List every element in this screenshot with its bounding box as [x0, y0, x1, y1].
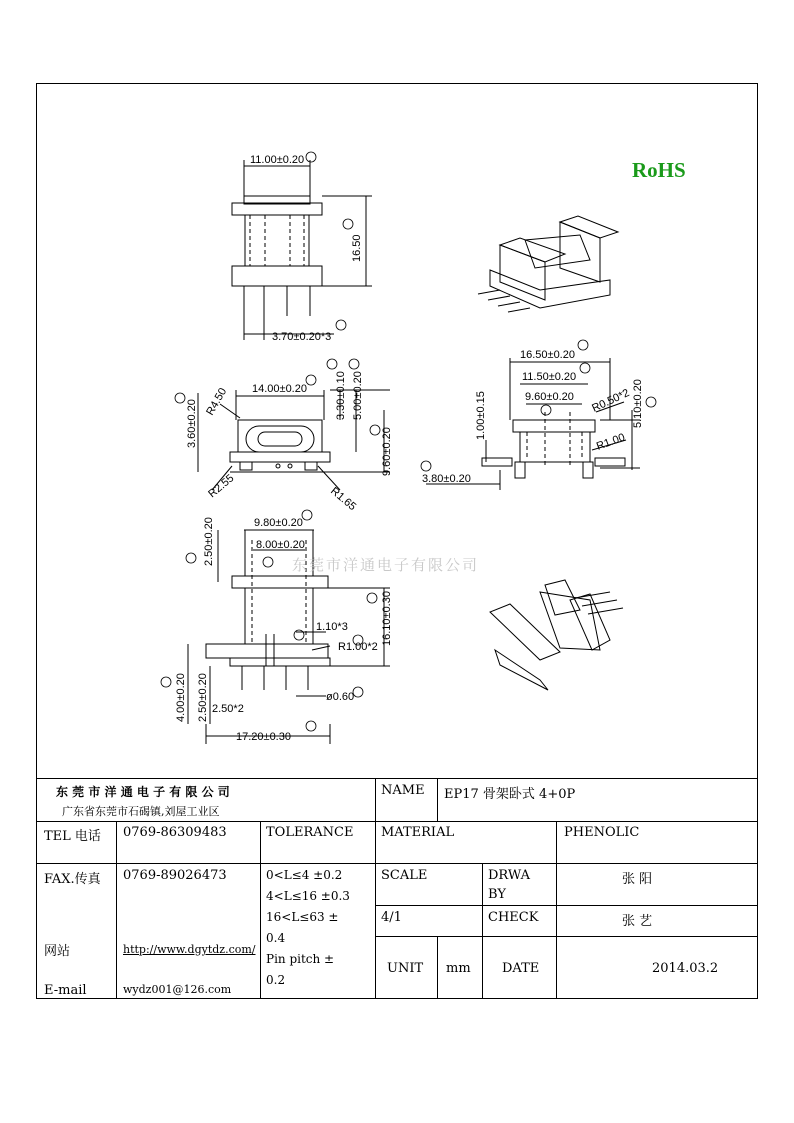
date-label: DATE — [502, 961, 540, 976]
unit-label: UNIT — [387, 961, 424, 976]
date-value: 2014.03.2 — [652, 961, 719, 976]
dim-bottom-w2: 8.00±0.20 — [256, 539, 305, 551]
drwaby-label-2: BY — [488, 887, 506, 902]
email-label: E-mail — [44, 983, 87, 998]
dim-front-r3: R1.65 — [328, 485, 359, 514]
dim-bottom-h1: 2.50±0.20 — [203, 517, 215, 566]
web-label: 网站 — [44, 944, 71, 959]
rohs-label: RoHS — [632, 158, 686, 182]
name-label: NAME — [381, 783, 425, 798]
dim-side-w1: 16.50±0.20 — [520, 349, 575, 361]
material-label: MATERIAL — [381, 825, 455, 840]
dim-bottom-h4: 2.50±0.20 — [197, 673, 209, 722]
drawn-by-value: 张 阳 — [622, 872, 653, 887]
unit-value: mm — [446, 961, 471, 976]
title-block — [36, 778, 758, 999]
tolerance-line-3: 16<L≤63 ± — [266, 910, 339, 924]
dim-front-h3: 9.60±0.20 — [381, 427, 393, 476]
dim-bottom-h3: 4.00±0.20 — [175, 673, 187, 722]
isometric-view-2 — [490, 580, 623, 690]
tolerance-line-5: Pin pitch ± — [266, 952, 335, 966]
dim-top-height: 16.50 — [351, 234, 363, 262]
dim-side-r1: R0.50*2 — [590, 387, 632, 415]
dim-side-h1: 1.00±0.15 — [475, 391, 487, 440]
dim-bottom-base-w: 17.20±0.30 — [236, 731, 291, 743]
dim-side-w3: 9.60±0.20 — [525, 391, 574, 403]
dim-side-r2: R1.00 — [594, 431, 627, 453]
tolerance-line-4: 0.4 — [266, 931, 286, 945]
check-value: 张 艺 — [622, 914, 653, 929]
dim-top-width: 11.00±0.20 — [250, 154, 305, 166]
company-name: 东 莞 市 洋 通 电 子 有 限 公 司 — [56, 785, 230, 799]
tolerance-label: TOLERANCE — [266, 825, 354, 840]
dim-side-h2: 5.10±0.20 — [632, 379, 644, 428]
isometric-view-1 — [478, 216, 618, 312]
dim-bottom-pin-w: 1.10*3 — [316, 621, 348, 633]
web-link[interactable] — [123, 942, 256, 957]
dim-front-r1: R4.50 — [204, 386, 230, 418]
dim-front-h2: 5.00±0.20 — [352, 371, 364, 420]
dim-front-width: 14.00±0.20 — [252, 383, 307, 395]
company-address: 广东省东莞市石碣镇,刘屋工业区 — [62, 805, 220, 818]
check-label: CHECK — [488, 910, 539, 925]
name-value: EP17 骨架卧式 4+0P — [444, 787, 576, 802]
dim-front-left: 3.60±0.20 — [186, 399, 198, 448]
tolerance-line-2: 4<L≤16 ±0.3 — [266, 889, 350, 903]
dim-bottom-h2: 16.10±0.30 — [381, 591, 393, 646]
dim-top-pitch: 3.70±0.20*3 — [272, 331, 332, 343]
website-url[interactable]: http://www.dgytdz.com/ — [123, 943, 256, 956]
watermark: 东莞市洋通电子有限公司 — [292, 556, 480, 574]
material-value: PHENOLIC — [564, 825, 640, 840]
dim-front-r2: R2.55 — [206, 472, 237, 501]
dim-bottom-dia: ø0.60 — [326, 691, 355, 703]
email-value: wydz001@126.com — [123, 983, 232, 996]
dim-bottom-pin-off: 2.50*2 — [212, 703, 244, 715]
scale-value: 4/1 — [381, 910, 402, 925]
fax-label: FAX.传真 — [44, 872, 101, 887]
dim-bottom-w1: 9.80±0.20 — [254, 517, 303, 529]
dim-front-h1: 3.30±0.10 — [335, 371, 347, 420]
dim-side-base: 3.80±0.20 — [422, 473, 471, 485]
drwaby-label-1: DRWA — [488, 868, 531, 883]
tolerance-line-6: 0.2 — [266, 973, 286, 987]
scale-label: SCALE — [381, 868, 428, 883]
dim-bottom-r1: R1.00*2 — [338, 641, 378, 653]
tel-label: TEL 电话 — [44, 829, 101, 844]
tolerance-line-1: 0<L≤4 ±0.2 — [266, 868, 343, 882]
dim-side-w2: 11.50±0.20 — [522, 371, 577, 383]
fax-value: 0769-89026473 — [123, 868, 227, 883]
tel-value: 0769-86309483 — [123, 825, 227, 840]
